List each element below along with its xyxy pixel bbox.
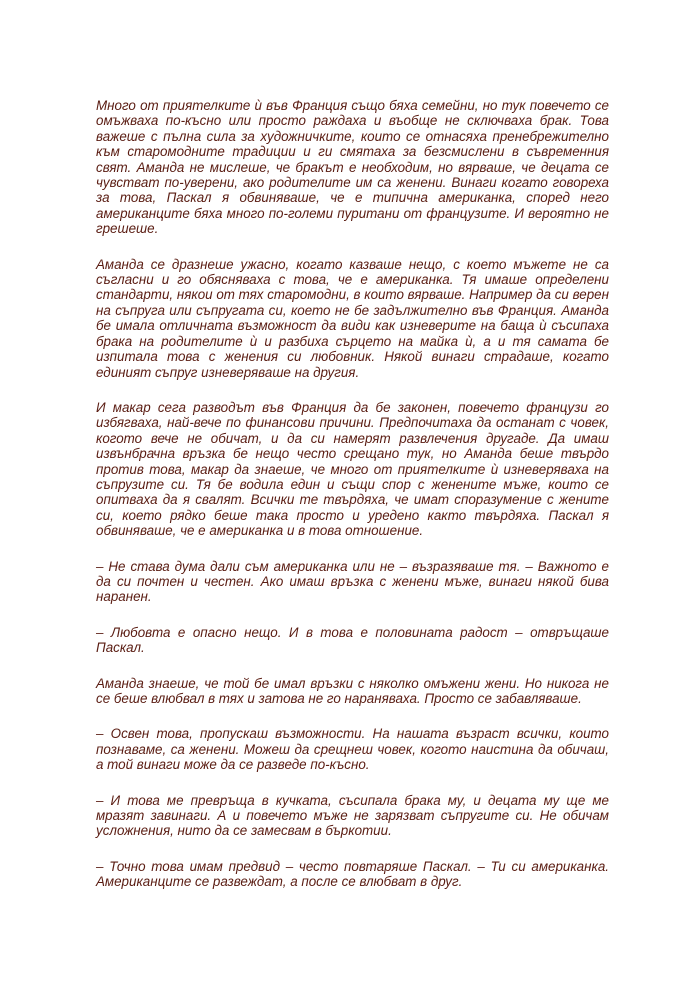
paragraph-1: Много от приятелките ѝ във Франция също бяха семейни, но тук повечето се омъжваха по-късно или просто раждаха и въобще не сключваха брак. Това важеше с пълна сила за художничките, които се отнасяха пренебрежително към старомодните традиции и ги смятаха за безсмислени в съвременния свят. Аманда не мислеше, че бракът е необходим, но вярваше, че децата се чувстват по-уверени, ако родителите им са женени. Винаги когато говореха за това, Паскал я обвиняваше, че е типична американка, според него американците бяха много по-големи пуритани от французите. И вероятно не грешеше. [96,98,609,237]
paragraph-6: Аманда знаеше, че той бе имал връзки с няколко омъжени жени. Но никога не се беше влюбвал в тях и затова не го нараняваха. Просто се забавляваше. [96,675,609,706]
paragraph-2: Аманда се дразнеше ужасно, когато казваше нещо, с което мъжете не са съгласни и го обясняваха с това, че е американка. Тя имаше определени стандарти, някои от тях старомодни, в които вярваше. Например да си верен на съпруга или съпругата си, което не бе задължително във Франция. Аманда бе имала отличната възможност да види как изневерите на баща ѝ съсипаха брака на родителите ѝ и разбиха сърцето на майка ѝ, а и тя самата бе изпитала това с женения си любовник. Някой винаги страдаше, когато единият съпруг изневеряваше на другия. [96,256,609,380]
paragraph-4: – Не става дума дали съм американка или не – възразяваше тя. – Важното е да си почтен и честен. Ако имаш връзка с женени мъже, винаги някой бива наранен. [96,558,609,605]
paragraph-9: – Точно това имам предвид – често повтаряше Паскал. – Ти си американка. Американците се развеждат, а после се влюбват в друг. [96,858,609,890]
paragraph-5: – Любовта е опасно нещо. И в това е половината радост – отвръщаше Паскал. [96,624,609,656]
paragraph-3: И макар сега разводът във Франция да бе законен, повечето французи го избягваха, най-вече по финансови причини. Предпочитаха да останат с човек, когото вече не обичат, и да си намерят развлечения другаде. Да имаш извънбрачна връзка бе нещо често срещано тук, но Аманда беше твърдо против това, макар да знаеше, че много от приятелките ѝ изневеряваха на съпрузите си. Тя бе водила един и същи спор с женените мъже, които се опитваха да я свалят. Всички те твърдяха, че имат споразумение с жените си, което рядко беше така просто и уредено както твърдяха. Паскал я обвиняваше, че е американка и в това отношение. [96,399,609,539]
paragraph-8: – И това ме превръща в кучката, съсипала брака му, и децата му ще ме мразят завинаги. А и повечето мъже не зарязват съпругите си. Не обичам усложнения, нито да се замесвам в бъркотии. [96,792,609,839]
paragraph-7: – Освен това, пропускаш възможности. На нашата възраст всички, които познаваме, са женени. Можеш да срещнеш човек, когото наистина да обичаш, а той винаги може да се разведе по-късно. [96,726,609,773]
text-column [96,98,609,910]
